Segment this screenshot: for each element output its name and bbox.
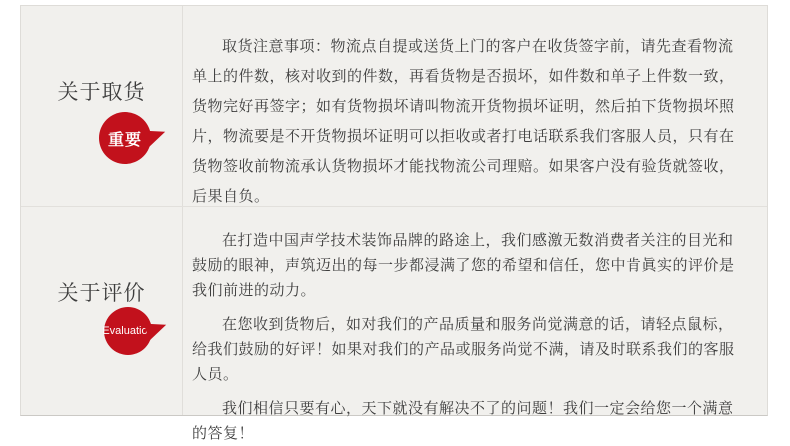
evaluation-section-title: 关于评价: [57, 282, 146, 305]
importance-badge-label: 重要: [107, 131, 142, 149]
pickup-paragraph: 取货注意事项：物流点自提或送货上门的客户在收货签字前，请先查看物流单上的件数，核对收到的件数，再看货物是否损坏，如件数和单子上件数一致，货物完好再签字；如有货物损坏请叫物流开货物损坏证明，然后拍下货物损坏照片，物流要是不开货物损坏证明可以拒收或者打电话联系我们客服人员，只有在货物签收前物流承认货物损坏才能找物流公司理赔。如果客户没有验货就签收，后果自负。: [192, 38, 735, 205]
evaluation-paragraph: 我们相信只要有心，天下就没有解决不了的问题！我们一定会给您一个满意的答复！: [192, 400, 734, 442]
evaluation-badge: [104, 307, 152, 355]
pickup-section-title: 关于取货: [57, 81, 146, 104]
section-pickup: [21, 6, 767, 207]
evaluation-paragraph: 在打造中国声学技术装饰品牌的路途上，我们感激无数消费者关注的目光和鼓励的眼神，声筑迈出的每一步都浸满了您的希望和信任，您中肯眞实的评价是我们前进的动力。: [192, 232, 735, 299]
info-panel: [20, 5, 768, 442]
section-evaluation: [21, 207, 767, 442]
evaluation-header-cell: [21, 207, 183, 415]
evaluation-badge-label: Evaluation: [102, 325, 154, 337]
evaluation-paragraph: 在您收到货物后，如对我们的产品质量和服务尚觉满意的话，请轻点鼠标，给我们鼓励的好评！如果对我们的产品或服务尚觉不满，请及时联系我们的客服人员。: [192, 316, 735, 383]
pickup-content-cell: [183, 6, 767, 206]
evaluation-content-cell: [183, 207, 767, 442]
importance-badge: [99, 112, 151, 164]
pickup-header-cell: [21, 6, 183, 206]
